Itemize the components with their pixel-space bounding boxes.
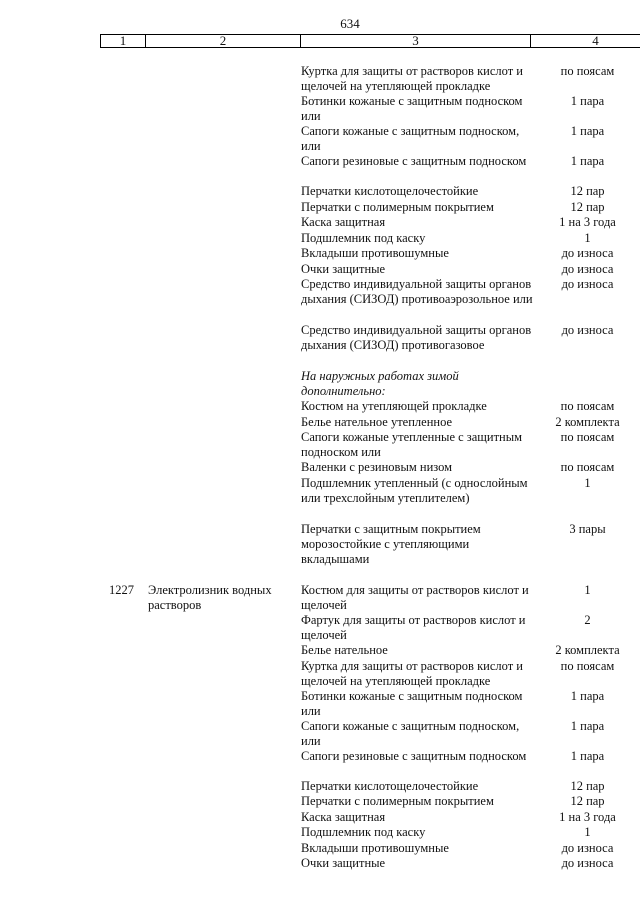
item-quantity: по поясам [560,658,615,673]
list-item [0,583,640,613]
item-name: Костюм для защиты от растворов кислот и щелочей [301,583,529,613]
item-quantity: до износа [561,261,614,276]
item-quantity: 1 [584,230,591,245]
list-item [0,659,640,689]
continued-entry [0,64,640,568]
item-name: Перчатки кислотощелочестойкие [301,778,479,793]
list-item [0,231,640,247]
list-item [0,794,640,810]
item-name: Сапоги кожаные с защитным подноском, или [301,124,520,154]
list-item [0,689,640,719]
item-quantity: 1 пара [570,748,605,763]
item-name: Каска защитная [301,215,386,229]
list-item [0,323,640,369]
list-item [0,154,640,184]
column-header-1: 1 [101,35,146,48]
list-item [0,476,640,522]
list-item [0,64,640,94]
item-quantity: по поясам [560,460,615,474]
item-quantity: по поясам [560,430,615,444]
item-quantity: 2 комплекта [555,414,620,429]
item-quantity: 1 пара [570,154,605,168]
list-item [0,277,640,323]
item-name: Сапоги резиновые с защитным подноском [301,748,527,763]
column-header-3: 3 [301,35,531,48]
item-name: Валенки с резиновым низом [301,460,453,474]
list-item [0,841,640,857]
list-item [0,779,640,795]
item-quantity: 12 пар [570,778,605,793]
entry-number: 1227 [109,583,134,597]
item-name: Подшлемник под каску [301,230,426,245]
item-quantity: по поясам [560,64,615,78]
item-name: Перчатки с защитным покрытием морозостойкие с утепляющими вкладышами [301,521,481,567]
item-quantity: 12 пар [570,794,605,808]
item-quantity: до износа [561,246,614,260]
item-quantity: 12 пар [570,184,605,198]
list-item [0,184,640,200]
item-name: Средство индивидуальной защиты органов дыхания (СИЗОД) противоаэрозольное или [301,277,533,307]
item-quantity: 1 пара [570,718,605,733]
item-name: Перчатки кислотощелочестойкие [301,184,479,198]
item-name: Белье нательное утепленное [301,414,453,429]
item-quantity: 1 пара [570,94,605,108]
list-item [0,430,640,460]
item-name: Средство индивидуальной защиты органов дыхания (СИЗОД) противогазовое [301,323,532,353]
item-name: Ботинки кожаные с защитным подноском или [301,688,523,718]
item-quantity: до износа [561,856,614,870]
item-name: Подшлемник утепленный (с однослойным или трехслойным утеплителем) [301,475,528,505]
item-name: Очки защитные [301,261,386,276]
column-header-4: 4 [531,35,640,48]
item-name: Перчатки с полимерным покрытием [301,199,494,214]
column-header-2: 2 [146,35,301,48]
item-quantity: 1 [584,825,591,839]
list-item [0,246,640,262]
list-item [0,399,640,415]
item-name: Вкладыши противошумные [301,840,449,855]
item-name: Подшлемник под каску [301,825,426,839]
item-name: Белье нательное [301,643,388,657]
entry-1227 [0,583,640,872]
list-item [0,719,640,749]
item-quantity: 1 на 3 года [559,215,616,229]
item-quantity: 3 пары [569,521,606,536]
item-quantity: 1 пара [570,688,605,703]
list-item [0,613,640,643]
list-item [0,215,640,231]
list-item [0,262,640,278]
item-name: Сапоги кожаные с защитным подноском, или [301,718,520,748]
item-quantity: до износа [561,840,614,855]
list-item [0,749,640,779]
section-note: На наружных работах зимой дополнительно: [301,369,459,399]
item-quantity: 2 комплекта [555,643,620,657]
item-quantity: 1 [584,475,591,490]
list-item [0,124,640,154]
item-name: Фартук для защиты от растворов кислот и щелочей [301,613,526,643]
list-item [0,810,640,826]
item-name: Каска защитная [301,809,386,824]
item-quantity: до износа [561,323,614,337]
list-item [0,369,640,399]
item-name: Сапоги кожаные утепленные с защитным подноском или [301,430,523,460]
item-name: Перчатки с полимерным покрытием [301,794,494,808]
item-name: Сапоги резиновые с защитным подноском [301,154,527,168]
item-quantity: по поясам [560,399,615,413]
item-name: Куртка для защиты от растворов кислот и щелочей на утепляющей прокладке [301,64,523,94]
list-item [0,825,640,841]
item-quantity: 1 [584,583,591,597]
list-item [0,856,640,872]
list-item [0,643,640,659]
list-item [0,460,640,476]
profession-name: Электролизник водных растворов [148,583,272,613]
list-item [0,415,640,431]
item-name: Куртка для защиты от растворов кислот и щелочей на утепляющей прокладке [301,658,523,688]
item-quantity: 2 [584,613,591,627]
page-number: 634 [340,16,360,31]
list-item [0,522,640,568]
item-name: Ботинки кожаные с защитным подноском или [301,94,523,124]
item-quantity: 1 на 3 года [559,809,616,824]
list-item [0,200,640,216]
item-quantity: 12 пар [570,199,605,214]
list-item [0,94,640,124]
column-header-row [100,34,640,48]
item-name: Вкладыши противошумные [301,246,449,260]
item-quantity: до износа [561,277,614,291]
item-quantity: 1 пара [570,124,605,138]
item-name: Костюм на утепляющей прокладке [301,399,487,413]
item-name: Очки защитные [301,856,386,870]
